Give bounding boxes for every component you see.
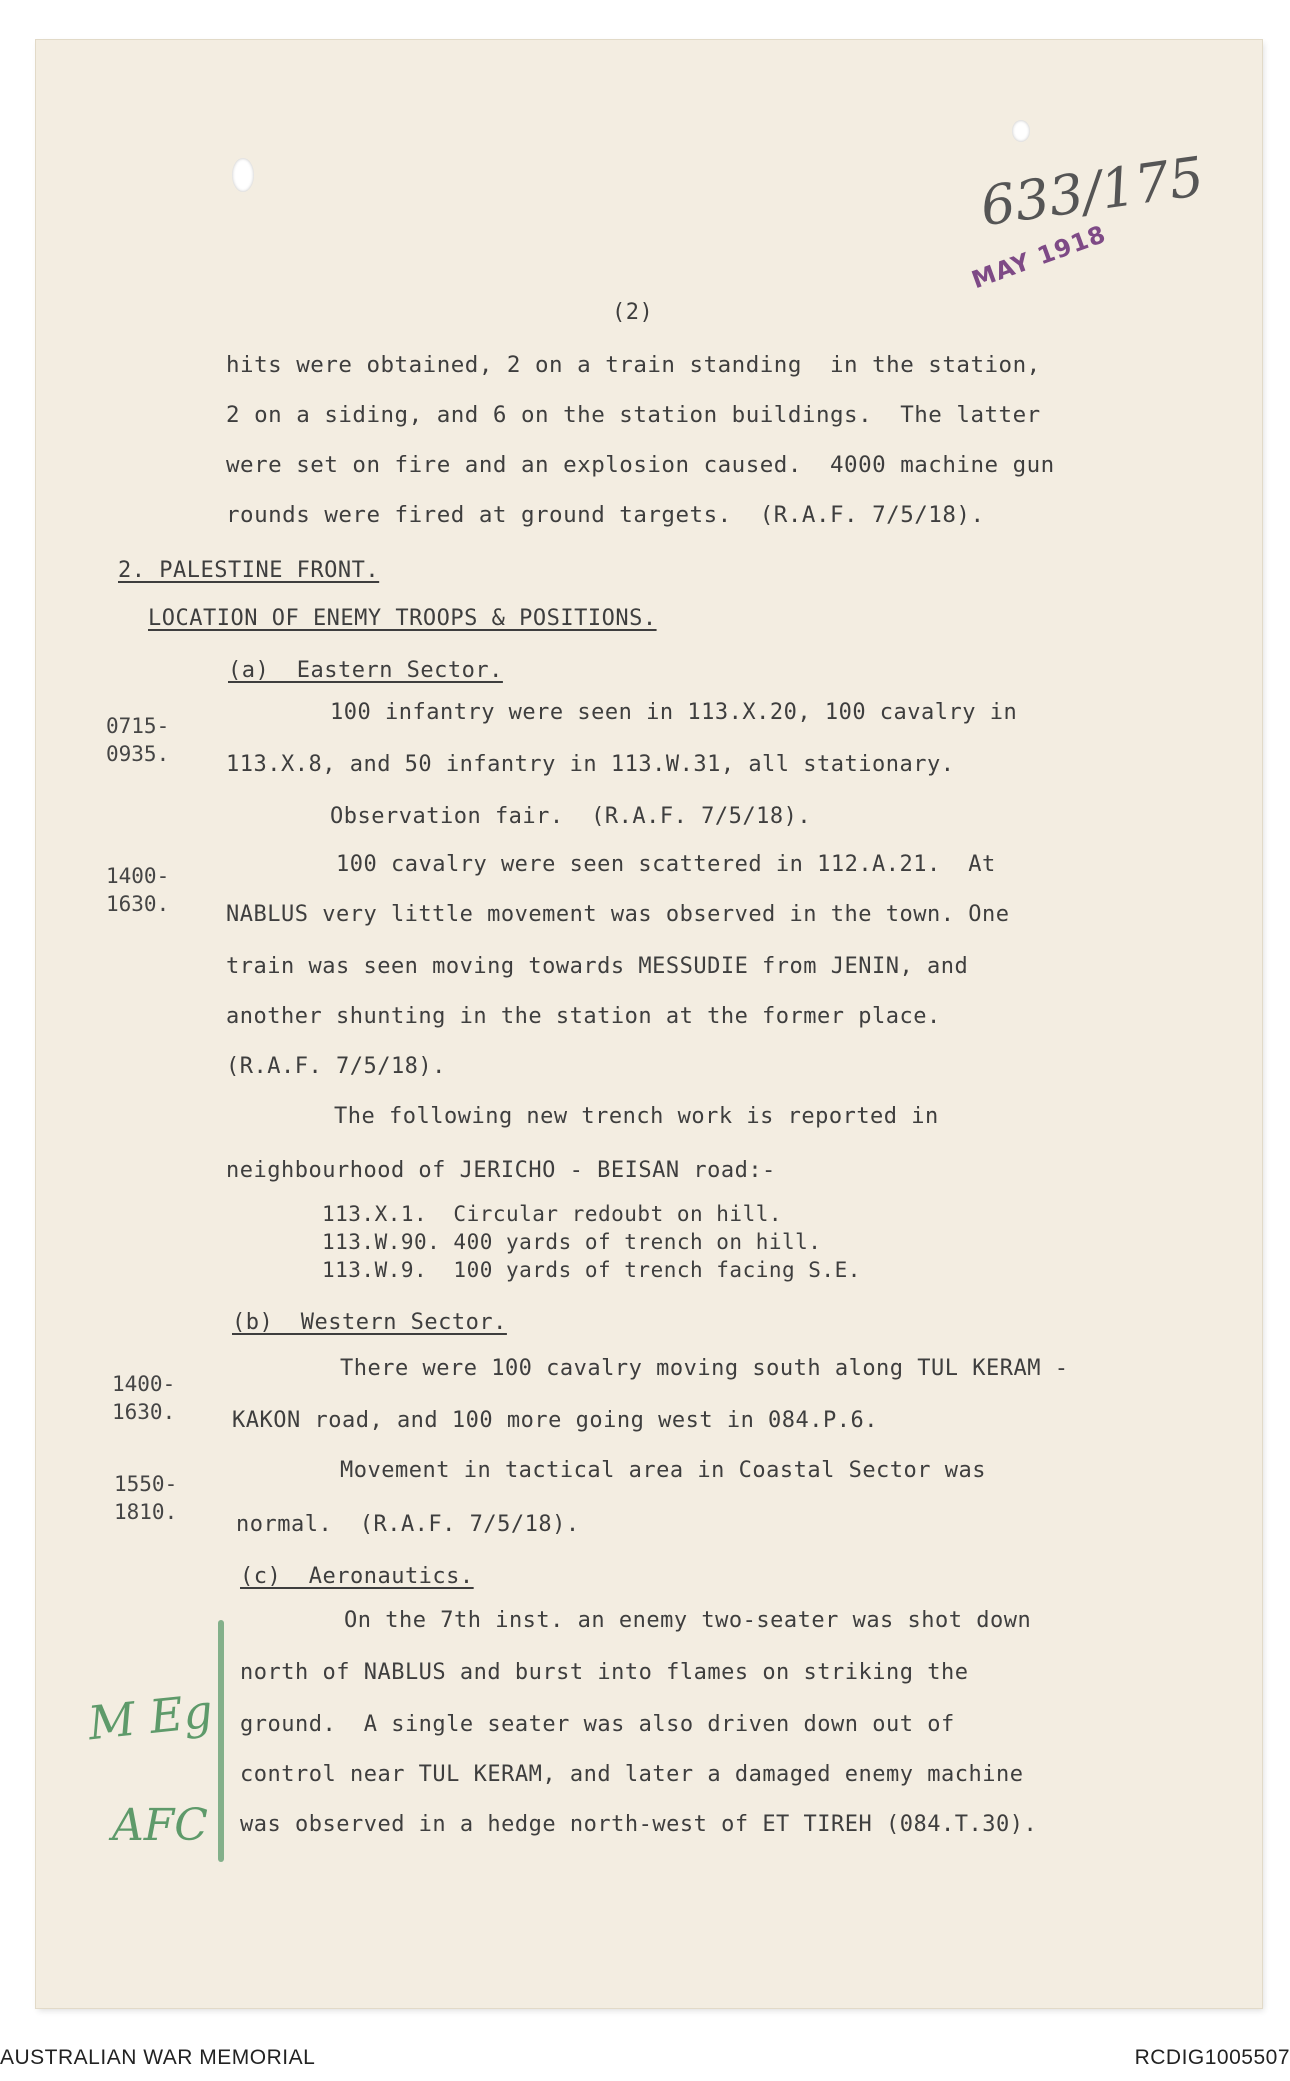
time-margin: 1400- 1630. [112,1372,176,1424]
trench-line: 113.X.1. Circular redoubt on hill. [322,1202,783,1226]
punch-hole-left [232,158,254,192]
annotation-bracket [218,1620,224,1862]
folio-number: 633/175 [976,144,1208,239]
trench-line: 113.W.9. 100 yards of trench facing S.E. [322,1258,861,1282]
western-sector-heading: (b) Western Sector. [232,1310,507,1335]
body-line: rounds were fired at ground targets. (R.A.F. 7/5/18). [226,502,985,528]
time-margin: 0715- 0935. [106,714,170,766]
body-line: NABLUS very little movement was observed in the town. One [226,902,1010,927]
body-line: control near TUL KERAM, and later a damaged enemy machine [240,1762,1024,1787]
body-line: hits were obtained, 2 on a train standing in the station, [226,352,1041,378]
body-line: were set on fire and an explosion caused. 4000 machine gun [226,452,1055,478]
body-line: (R.A.F. 7/5/18). [226,1054,446,1079]
body-line: north of NABLUS and burst into flames on striking the [240,1660,969,1685]
section-heading: 2. PALESTINE FRONT. [118,558,380,583]
time-margin: 1550- 1810. [114,1472,178,1524]
body-line: was observed in a hedge north-west of ET TIREH (084.T.30). [240,1812,1038,1837]
trench-line: 113.W.90. 400 yards of trench on hill. [322,1230,822,1254]
body-line: 100 infantry were seen in 113.X.20, 100 cavalry in [330,700,1018,725]
body-line: neighbourhood of JERICHO - BEISAN road:- [226,1158,776,1183]
footer-record-id: RCDIG1005507 [1134,2046,1290,2069]
time-margin: 1400- 1630. [106,864,170,916]
date-stamp: MAY 1918 [968,219,1110,295]
body-line: another shunting in the station at the former place. [226,1004,941,1029]
body-line: normal. (R.A.F. 7/5/18). [236,1512,580,1537]
body-line: On the 7th inst. an enemy two-seater was shot down [344,1608,1032,1633]
body-line: Movement in tactical area in Coastal Sector was [340,1458,987,1483]
body-line: 100 cavalry were seen scattered in 112.A.21. At [336,852,996,877]
body-line: ground. A single seater was also driven down out of [240,1712,955,1737]
subheading: LOCATION OF ENEMY TROOPS & POSITIONS. [148,606,657,631]
body-line: Observation fair. (R.A.F. 7/5/18). [330,804,812,829]
body-line: train was seen moving towards MESSUDIE from JENIN, and [226,954,969,979]
aeronautics-heading: (c) Aeronautics. [240,1564,474,1589]
body-line: KAKON road, and 100 more going west in 084.P.6. [232,1408,879,1433]
footer-institution: AUSTRALIAN WAR MEMORIAL [0,2046,316,2069]
punch-hole-right [1012,120,1030,142]
handwritten-annotation: M Eg [85,1683,216,1751]
page-number: (2) [612,300,654,325]
eastern-sector-heading: (a) Eastern Sector. [228,658,503,683]
body-line: 2 on a siding, and 6 on the station buildings. The latter [226,402,1041,428]
handwritten-annotation: AFC [112,1800,208,1851]
body-line: The following new trench work is reported in [334,1104,939,1129]
body-line: There were 100 cavalry moving south along TUL KERAM - [340,1356,1069,1381]
body-line: 113.X.8, and 50 infantry in 113.W.31, all stationary. [226,752,955,777]
